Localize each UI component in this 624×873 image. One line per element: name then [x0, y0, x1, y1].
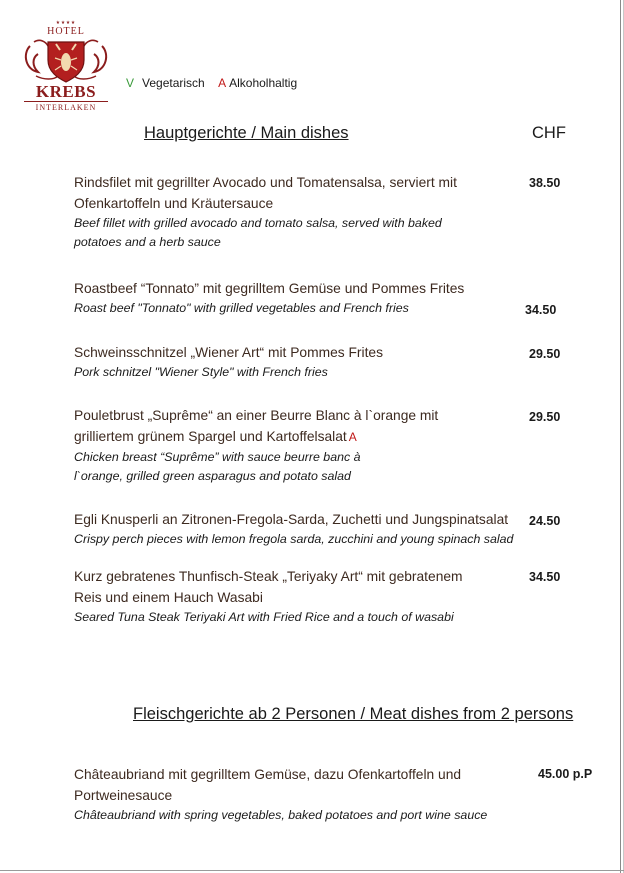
dish-name-en: Châteaubriand with spring vegetables, baked potatoes and port wine sauce — [74, 808, 488, 822]
dish-name-de — [74, 405, 474, 448]
main-dishes-title: Hauptgerichte / Main dishes — [144, 124, 349, 142]
dish-name-en: Beef fillet with grilled avocado and tomato salsa, served with baked potatoes and a herb sauce — [74, 216, 442, 249]
dish-price: 29.50 — [529, 410, 561, 424]
logo-town: INTERLAKEN — [24, 101, 108, 112]
logo-hotel-word: HOTEL — [47, 26, 85, 37]
dish-name-de: Kurz gebratenes Thunfisch-Steak „Teriyaky Art“ mit gebratenem Reis und einem Hauch Wasabi — [74, 569, 463, 605]
vegetarian-mark: V — [126, 76, 135, 90]
diet-legend — [126, 76, 297, 90]
dish-item — [74, 172, 514, 252]
alcohol-label: Alkoholhaltig — [229, 76, 298, 90]
dish-price: 34.50 — [529, 570, 561, 584]
dish-item — [74, 509, 514, 549]
dish-name-en: Roast beef "Tonnato" with grilled vegetables and French fries — [74, 301, 409, 315]
vegetarian-label: Vegetarisch — [142, 76, 205, 90]
alcohol-mark: A — [218, 76, 227, 90]
page-edge — [620, 0, 621, 873]
dish-item — [74, 405, 474, 486]
dish-name-en: Seared Tuna Steak Teriyaki Art with Fried Rice and a touch of wasabi — [74, 610, 454, 624]
dish-name-en: Crispy perch pieces with lemon fregola sarda, zucchini and young spinach salad — [74, 532, 514, 546]
dish-name-en: Chicken breast “Suprême” with sauce beurre banc à l`orange, grilled green asparagus and potato salad — [74, 450, 361, 483]
alcohol-mark: A — [348, 430, 357, 444]
meat-dishes-title: Fleischgerichte ab 2 Personen / Meat dishes from 2 persons — [133, 705, 574, 723]
hotel-logo — [24, 20, 108, 112]
dish-item — [74, 278, 514, 318]
dish-item — [74, 342, 514, 382]
dish-item — [74, 764, 524, 825]
page-edge-bottom — [0, 870, 624, 871]
logo-stars: ★★★★ — [55, 20, 77, 26]
dish-name-de: Schweinsschnitzel „Wiener Art“ mit Pommes Frites — [74, 345, 383, 360]
dish-name-en: Pork schnitzel "Wiener Style" with French fries — [74, 365, 328, 379]
logo-brand: KREBS — [35, 82, 97, 101]
dish-name-de: Egli Knusperli an Zitronen-Fregola-Sarda, Zuchetti und Jungspinatsalat — [74, 512, 509, 527]
dish-name-de: Roastbeef “Tonnato” mit gegrilltem Gemüse und Pommes Frites — [74, 281, 465, 296]
currency-label: CHF — [532, 124, 566, 142]
dish-price: 29.50 — [529, 347, 561, 361]
dish-item — [74, 566, 484, 627]
dish-price: 38.50 — [529, 176, 561, 190]
dish-price: 24.50 — [529, 514, 561, 528]
shield-crest-icon — [24, 36, 108, 84]
dish-price: 34.50 — [525, 303, 557, 317]
dish-name-de: Rindsfilet mit gegrillter Avocado und Tomatensalsa, serviert mit Ofenkartoffeln und Kräutersauce — [74, 175, 457, 211]
dish-name-de: Châteaubriand mit gegrilltem Gemüse, dazu Ofenkartoffeln und Portweinesauce — [74, 767, 462, 803]
dish-price: 45.00 p.P — [538, 767, 593, 781]
dish-name-de-text: Pouletbrust „Suprême“ an einer Beurre Blanc à l`orange mit grilliertem grünem Spargel und Kartoffelsalat — [74, 408, 439, 444]
